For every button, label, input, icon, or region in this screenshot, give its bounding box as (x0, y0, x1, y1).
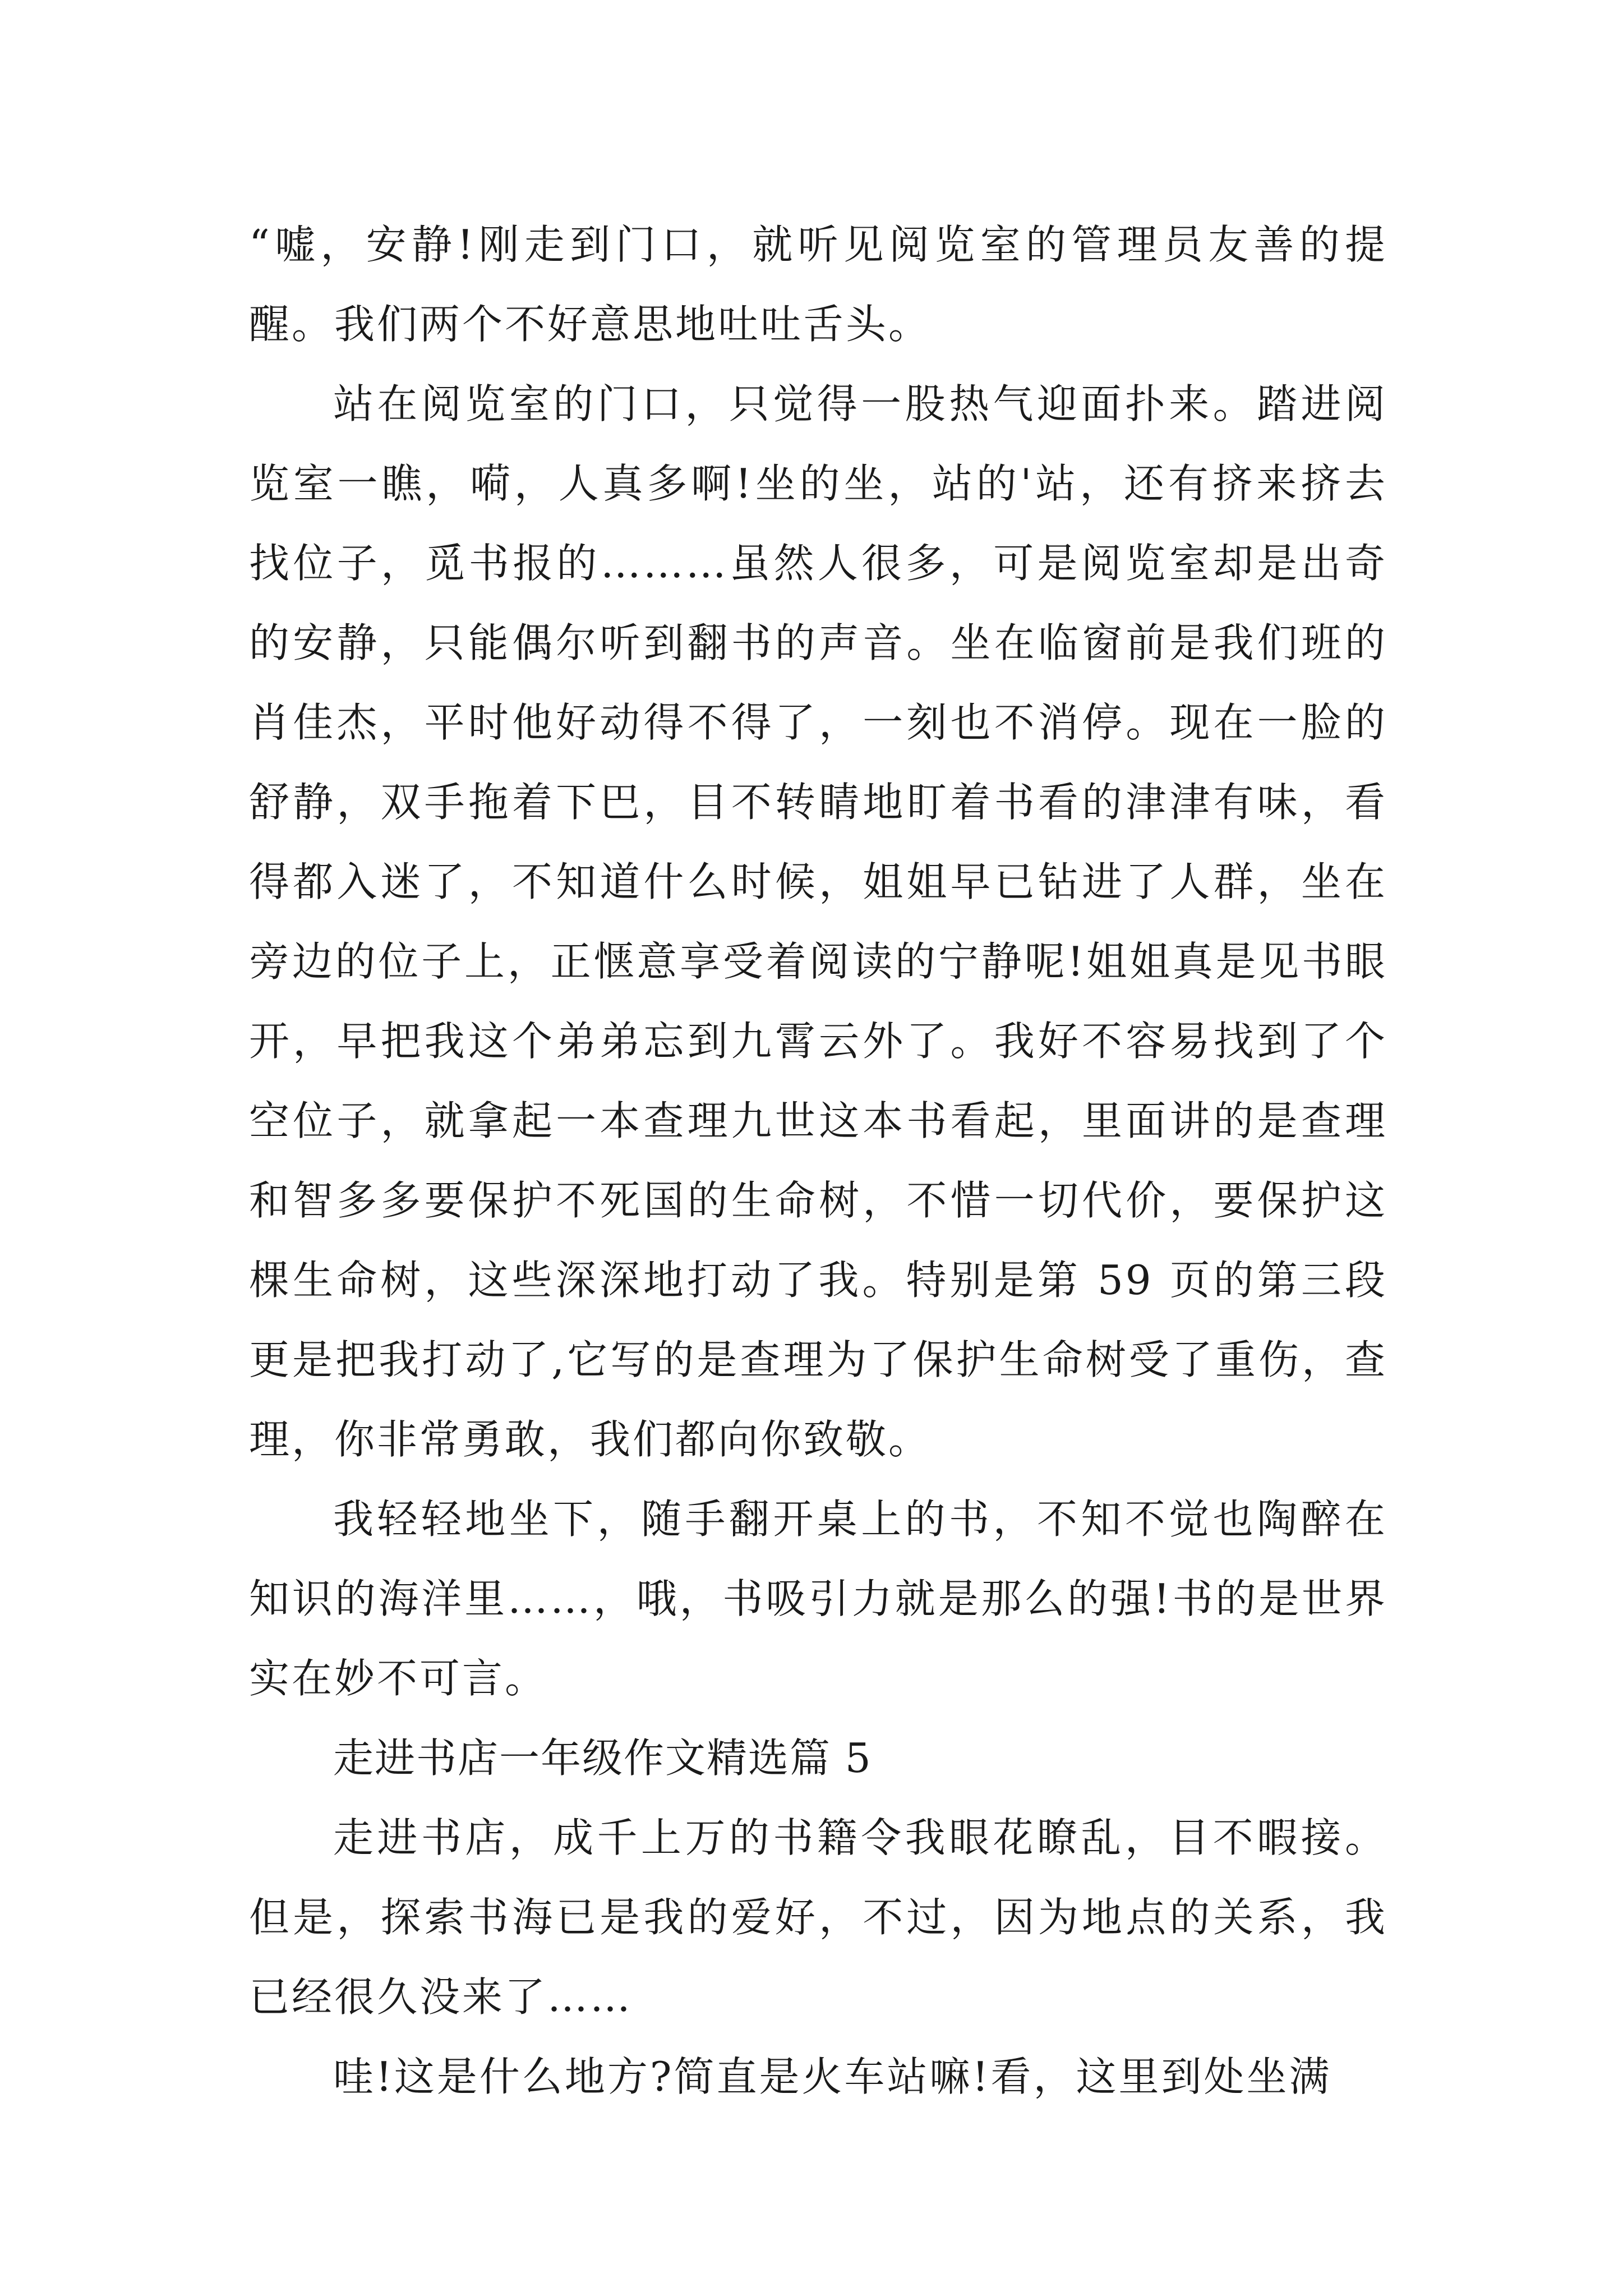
paragraph-reading-room-hush: “嘘，安静!刚走到门口，就听见阅览室的管理员友善的提醒。我们两个不好意思地吐吐舌头。 (249, 221, 1387, 348)
paragraph-train-station: 哇!这是什么地方?简直是火车站嘛!看，这里到处坐满 (333, 2053, 1332, 2100)
document-body (249, 205, 1387, 2116)
section-heading: 走进书店一年级作文精选篇 5 (333, 1734, 872, 1782)
paragraph-reading-room-scene: 站在阅览室的门口，只觉得一股热气迎面扑来。踏进阅览室一瞧，嗬，人真多啊!坐的坐，站的'站，还有挤来挤去找位子，觅书报的………虽然人很多，可是阅览室却是出奇的安静，只能偶尔听到翻书的声音。坐在临窗前是我们班的肖佳杰，平时他好动得不得了，一刻也不消停。现在一脸的舒静，双手拖着下巴，目不转睛地盯着书看的津津有味，看得都入迷了，不知道什么时候，姐姐早已钻进了人群，坐在旁边的位子上，正惬意享受着阅读的宁静呢!姐姐真是见书眼开，早把我这个弟弟忘到九霄云外了。我好不容易找到了个空位子，就拿起一本查理九世这本书看起，里面讲的是查理和智多多要保护不死国的生命树，不惜一切代价，要保护这棵生命树，这些深深地打动了我。特别是第 59 页的第三段更是把我打动了,它写的是查理为了保护生命树受了重伤，查理，你非常勇敢，我们都向你致敬。 (249, 380, 1387, 1463)
paragraph-entering-bookstore: 走进书店，成千上万的书籍令我眼花瞭乱，目不暇接。但是，探索书海已是我的爱好，不过，因为地点的关系，我已经很久没来了…… (249, 1814, 1387, 2021)
paragraph-reading-immersion: 我轻轻地坐下，随手翻开桌上的书，不知不觉也陶醉在知识的海洋里……，哦，书吸引力就是那么的强!书的是世界实在妙不可言。 (249, 1496, 1387, 1702)
